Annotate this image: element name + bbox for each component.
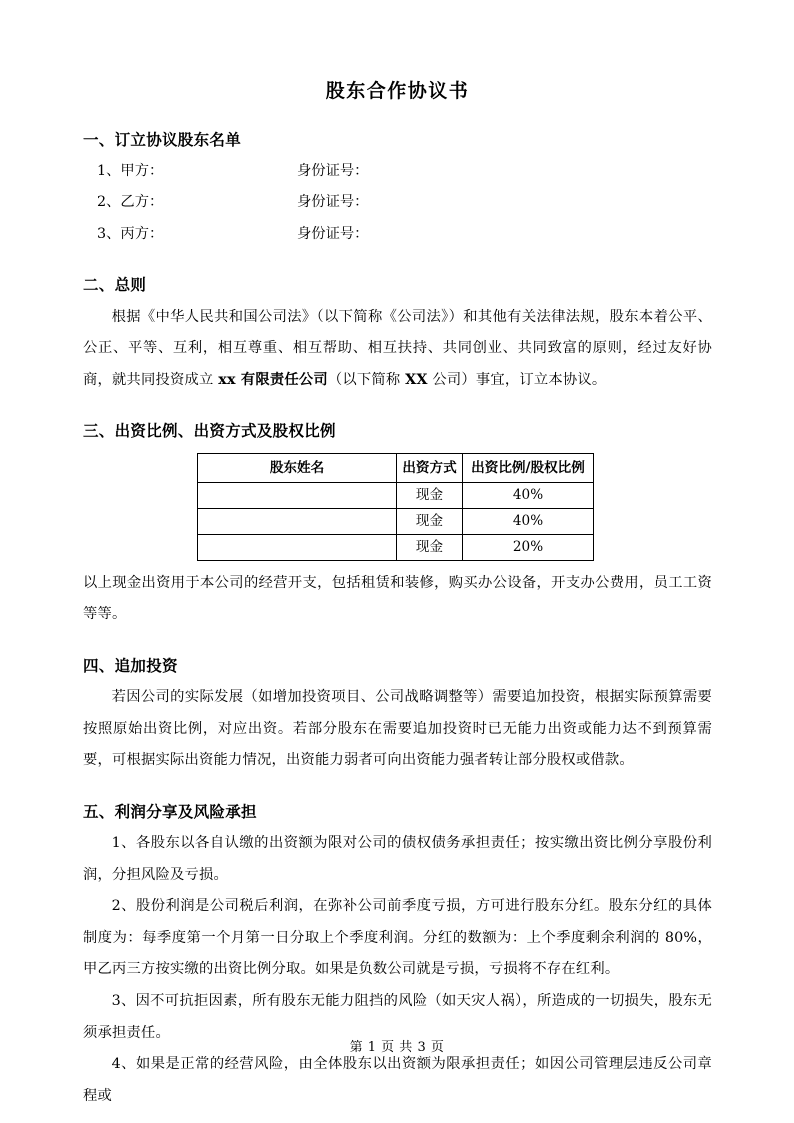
- list-item: [83, 219, 712, 251]
- table-row: [198, 508, 594, 534]
- column-header-contribution-method: 出资方式: [397, 453, 463, 482]
- paragraph-text-part-1: 根据《中华人民共和国公司法》（以下简称《公司法》）和其他有关法律法规，股东本着公平、公正、平等、互利，相互尊重、相互帮助、相互扶持、共同创业、共同致富的原则，经过友好协商，就共同投资成立: [83, 308, 712, 388]
- id-number-label-yifang: 身份证号：: [297, 194, 369, 211]
- cell-contribution-ratio: 20%: [463, 534, 594, 560]
- page-title: 股东合作协议书: [325, 80, 470, 102]
- cell-shareholder-name: [198, 534, 397, 560]
- capital-contribution-table: [197, 453, 594, 561]
- cell-shareholder-name: [198, 482, 397, 508]
- list-item: [83, 156, 712, 188]
- section-heading-additional-investment: 四、追加投资: [83, 655, 178, 675]
- cell-contribution-method: 现金: [397, 508, 463, 534]
- id-number-label-jiafang: 身份证号：: [297, 162, 369, 179]
- column-header-shareholder-name: 股东姓名: [198, 453, 397, 482]
- cell-shareholder-name: [198, 508, 397, 534]
- section-heading-capital-contribution: 三、出资比例、出资方式及股权比例: [83, 421, 336, 441]
- id-number-label-bingfang: 身份证号：: [297, 225, 369, 242]
- list-item: [83, 187, 712, 219]
- section-heading-shareholder-roster: 一、订立协议股东名单: [83, 129, 242, 149]
- page-footer: 第 1 页 共 3 页: [349, 1040, 445, 1055]
- paragraph-general-principles: [83, 302, 712, 397]
- paragraph-text-part-2: （以下简称: [327, 371, 406, 388]
- section-heading-profit-and-risk: 五、利润分享及风险承担: [83, 801, 257, 821]
- table-body: [198, 482, 594, 560]
- document-content: [83, 0, 712, 1112]
- cell-contribution-ratio: 40%: [463, 508, 594, 534]
- paragraph-profit-item-4: 4、如果是正常的经营风险，由全体股东以出资额为限承担责任；如因公司管理层违反公司章程或: [83, 1056, 712, 1104]
- paragraph-profit-item-3: 3、因不可抗拒因素，所有股东无能力阻挡的风险（如天灾人祸），所造成的一切损失，股东无须承担责任。: [83, 993, 712, 1041]
- party-label-yifang: 2、乙方：: [97, 194, 164, 211]
- party-label-jiafang: 1、甲方：: [97, 162, 164, 179]
- table-header-row: [198, 453, 594, 482]
- table-row: [198, 534, 594, 560]
- paragraph-additional-investment: 若因公司的实际发展（如增加投资项目、公司战略调整等）需要追加投资，根据实际预算需要按照原始出资比例，对应出资。若部分股东在需要追加投资时已无能力出资或能力达不到预算需要，可根据实际出资能力情况，出资能力弱者可向出资能力强者转让部分股权或借款。: [83, 689, 712, 769]
- shareholder-roster-list: [83, 156, 712, 251]
- column-header-contribution-ratio: 出资比例/股权比例: [463, 453, 594, 482]
- paragraph-capital-usage-note: 以上现金出资用于本公司的经营开支，包括租赁和装修，购买办公设备，开支办公费用，员工工资等等。: [83, 574, 712, 623]
- table-header: [198, 453, 594, 482]
- company-abbrev-emphasis: XX: [405, 371, 428, 388]
- cell-contribution-method: 现金: [397, 534, 463, 560]
- paragraph-profit-item-1: 1、各股东以各自认缴的出资额为限对公司的债权债务承担责任；按实缴出资比例分享股份利润，分担风险及亏损。: [83, 835, 712, 883]
- company-name-emphasis: xx 有限责任公司: [218, 371, 328, 388]
- paragraph-text-part-3: 公司）事宜，订立本协议。: [427, 371, 607, 388]
- paragraph-profit-item-2: 2、股份利润是公司税后利润，在弥补公司前季度亏损，方可进行股东分红。股东分红的具体制度为：每季度第一个月第一日分取上个季度利润。分红的数额为：上个季度剩余利润的 80%，甲乙丙三方按实缴的出资比例分取。如果是负数公司就是亏损，亏损将不存在红利。: [83, 898, 712, 978]
- party-label-bingfang: 3、丙方：: [97, 225, 164, 242]
- table-row: [198, 482, 594, 508]
- cell-contribution-ratio: 40%: [463, 482, 594, 508]
- section-heading-general-principles: 二、总则: [83, 275, 147, 295]
- cell-contribution-method: 现金: [397, 482, 463, 508]
